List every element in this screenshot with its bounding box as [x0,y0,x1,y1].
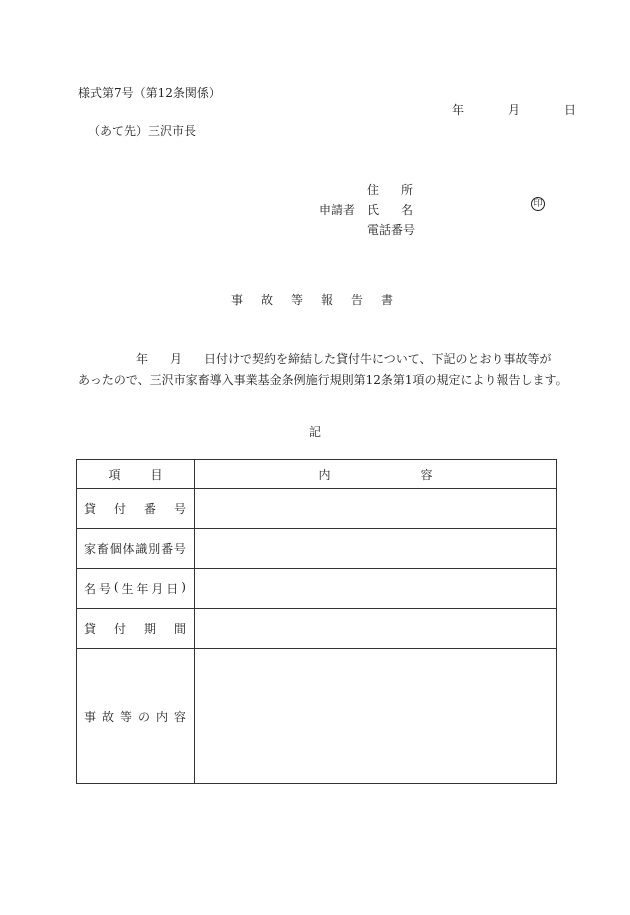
row-label-char: 番 [143,502,156,516]
row-value-input[interactable] [195,529,557,569]
row-value-input[interactable] [195,649,557,784]
body-line-2: あったので、三沢市家畜導入事業基金条例施行規則第12条第1項の規定により報告します。 [78,373,568,387]
row-label-char: 名 [84,582,97,596]
row-label-char: の [137,709,150,724]
seal-mark-icon: 印 [531,197,545,211]
row-label-char: 貸 [84,622,97,636]
row-label-char: 事 [84,709,97,724]
row-label-char: 日 [166,582,179,596]
form-number: 様式第7号（第12条関係） [78,86,221,100]
row-label-char: 期 [143,622,156,636]
row-label-char: 番 [161,542,174,556]
body-line-1-rest: 日付けで契約を締結した貸付牛について、下記のとおり事故等が [204,352,552,366]
row-label [77,569,195,609]
row-label-char: 号 [98,582,111,596]
row-label-char: 内 [155,709,168,724]
header-content: 内容 [195,460,557,489]
address-label-2: 所 [401,183,414,197]
table-row [77,569,557,609]
row-value-input[interactable] [195,609,557,649]
row-label-char: 識 [135,542,148,556]
table-row [77,649,557,784]
date-day-label: 日 [564,103,577,117]
row-label-char: ( [113,580,119,594]
name-label-1: 氏 [367,203,380,217]
row-label-char: 付 [113,622,126,636]
table-row [77,609,557,649]
row-label-char: 年 [136,582,149,596]
row-label-char: 容 [173,709,186,724]
body-month: 月 [170,352,183,366]
row-label-char: 間 [173,622,186,636]
row-label [77,609,195,649]
row-label-char: 号 [173,502,186,516]
row-label-char: 体 [122,542,135,556]
header-item: 項目 [77,460,195,489]
row-label-char: 生 [121,582,134,596]
body-year: 年 [136,352,149,366]
address-label-1: 住 [367,183,380,197]
name-label-2: 名 [401,203,414,217]
body-line-1 [78,349,558,370]
row-label-char: 家 [84,542,97,556]
applicant-label: 申請者 [319,203,356,217]
row-label-char: 別 [148,542,161,556]
date-year-label: 年 [452,103,465,117]
row-label [77,649,195,784]
row-value-input[interactable] [195,489,557,529]
date-month-label: 月 [508,103,521,117]
date-line [452,103,576,117]
row-label-char: 等 [119,709,132,724]
row-label [77,489,195,529]
row-label-char: 故 [101,709,114,724]
row-label-char: 号 [173,542,186,556]
row-label-char: ) [181,580,186,594]
table-row [77,529,557,569]
report-table [76,459,557,784]
addressee: （あて先）三沢市長 [88,124,197,138]
table-row [77,489,557,529]
body-text [78,349,568,391]
row-value-input[interactable] [195,569,557,609]
row-label-char: 付 [113,502,126,516]
row-label-char: 月 [151,582,164,596]
ki-heading: 記 [308,425,321,439]
row-label-char: 貸 [84,502,97,516]
row-label [77,529,195,569]
table-header-row [77,460,557,489]
phone-label: 電話番号 [367,223,416,237]
row-label-char: 個 [109,542,122,556]
document-title: 事故等報告書 [230,293,411,307]
row-label-char: 畜 [96,542,109,556]
